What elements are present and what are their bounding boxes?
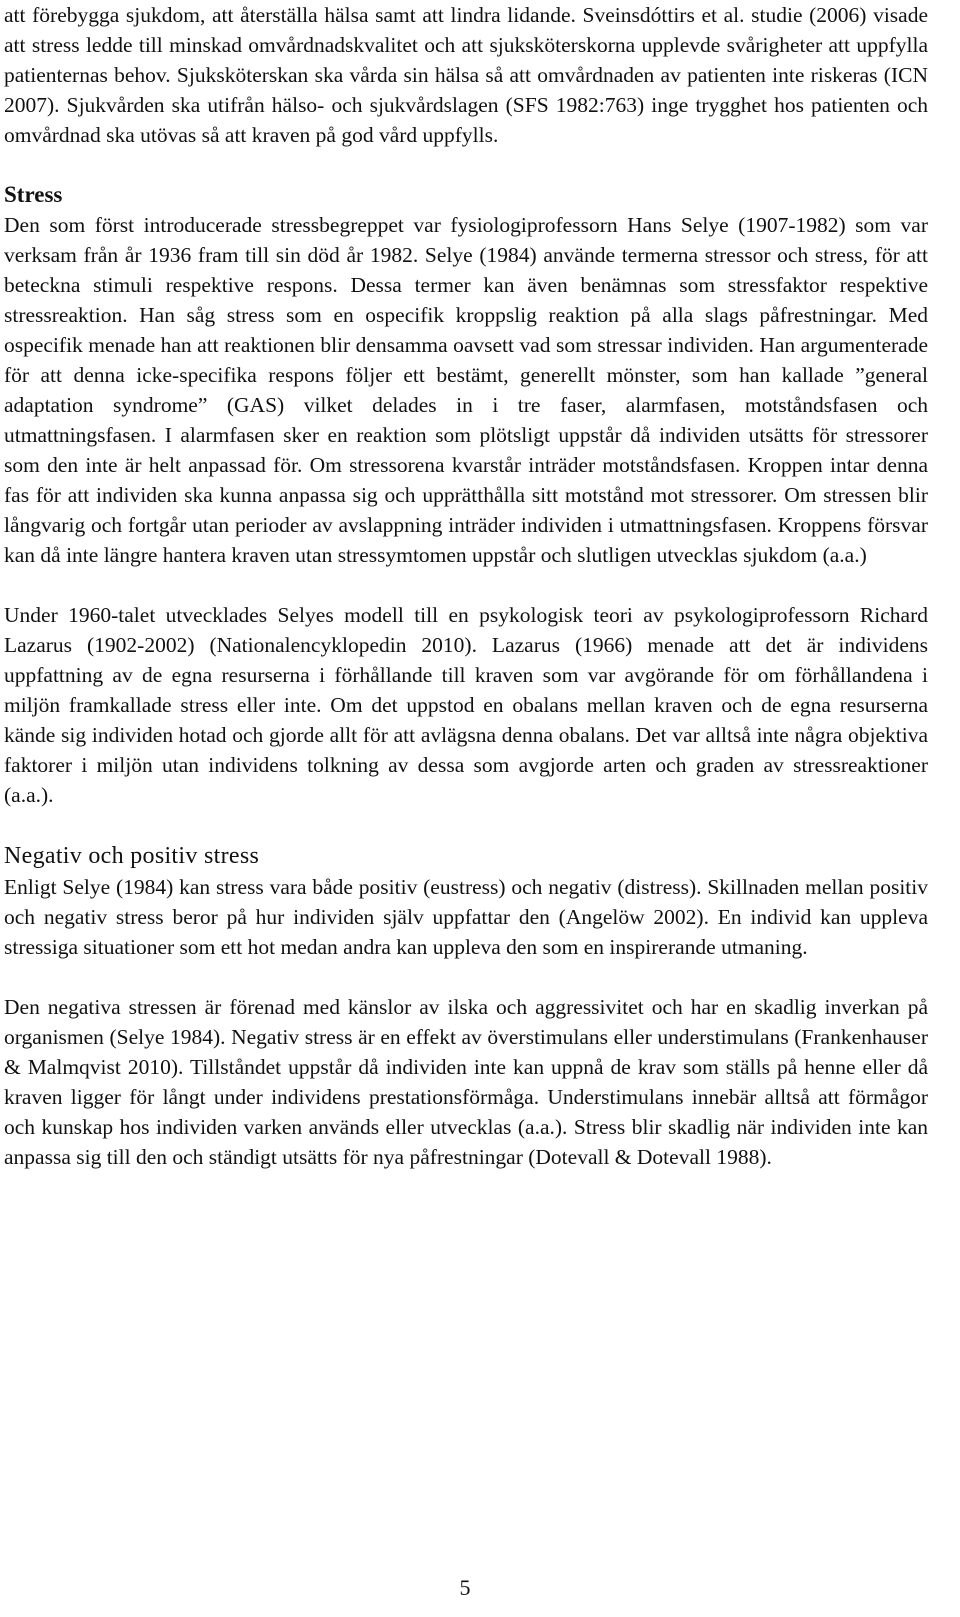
stress-heading: Stress — [4, 182, 63, 207]
paragraph-gap — [4, 150, 928, 180]
paragraph-gap — [4, 810, 928, 840]
page-number: 5 — [459, 1575, 471, 1600]
stress-paragraph-1: Den som först introducerade stressbegreppet var fysiologiprofessorn Hans Selye (1907-1982) som var verksam från år 1936 fram till sin död år 1982. Selye (1984) använde termerna stressor och stress, för att beteckna stimuli respektive respons. Dessa termer kan även benämnas som stressfaktor respektive stressreaktion. Han såg stress som en ospecifik kroppslig reaktion på alla slags påfrestningar. Med ospecifik menade han att reaktionen blir densamma oavsett vad som stressar individen. Han argumenterade för att denna icke-specifika respons följer ett bestämt, generellt mönster, som han kallade ”general adaptation syndrome” (GAS) vilket delades in i tre faser, alarmfasen, motståndsfasen och utmattningsfasen. I alarmfasen sker en reaktion som plötsligt uppstår då individen utsätts för stressorer som den inte är helt anpassad för. Om stressorena kvarstår inträder motståndsfasen. Kroppen intar denna fas för att individen ska kunna anpassa sig och upprätthålla sitt motstånd mot stressorer. Om stressen blir långvarig och fortgår utan perioder av avslappning inträder individen i utmattningsfasen. Kroppens försvar kan då inte längre hantera kraven utan stressymtomen uppstår och slutligen utvecklas sjukdom (a.a.) — [4, 213, 928, 567]
negative-positive-paragraph-2: Den negativa stressen är förenad med känslor av ilska och aggressivitet och har en skadlig inverkan på organismen (Selye 1984). Negativ stress är en effekt av överstimulans eller understimulans (Frankenhauser & Malmqvist 2010). Tillståndet uppstår då individen inte kan uppnå de krav som ställs på henne eller då kraven ligger för långt under individens prestationsförmåga. Understimulans innebär alltså att förmågor och kunskap hos individen varken används eller utvecklas (a.a.). Stress blir skadlig när individen inte kan anpassa sig till den och ständigt utsätts för nya påfrestningar (Dotevall & Dotevall 1988). — [4, 995, 928, 1169]
document-body — [4, 0, 928, 1172]
negative-positive-paragraph-1: Enligt Selye (1984) kan stress vara både positiv (eustress) och negativ (distress). Skillnaden mellan positiv och negativ stress beror på hur individen själv uppfattar den (Angelöw 2002). En individ kan uppleva stressiga situationer som ett hot medan andra kan uppleva den som en inspirerande utmaning. — [4, 875, 928, 959]
paragraph-gap — [4, 570, 928, 600]
paragraph-gap — [4, 962, 928, 992]
intro-paragraph: att förebygga sjukdom, att återställa hälsa samt att lindra lidande. Sveinsdóttirs et al. studie (2006) visade att stress ledde till minskad omvårdnadskvalitet och att sjuksköterskorna upplevde svårigheter att uppfylla patienternas behov. Sjuksköterskan ska vårda sin hälsa så att omvårdnaden av patienten inte riskeras (ICN 2007). Sjukvården ska utifrån hälso- och sjukvårdslagen (SFS 1982:763) inge trygghet hos patienten och omvårdnad ska utövas så att kraven på god vård uppfylls. — [4, 3, 928, 147]
stress-paragraph-2: Under 1960-talet utvecklades Selyes modell till en psykologisk teori av psykologiprofessorn Richard Lazarus (1902-2002) (Nationalencyklopedin 2010). Lazarus (1966) menade att det är individens uppfattning av de egna resurserna i förhållande till kraven som var avgörande för om förhållandena i miljön framkallade stress eller inte. Om det uppstod en obalans mellan kraven och de egna resurserna kände sig individen hotad och gjorde allt för att avlägsna denna obalans. Det var alltså inte några objektiva faktorer i miljön utan individens tolkning av dessa som avgjorde arten och graden av stressreaktioner (a.a.). — [4, 603, 928, 807]
negative-positive-stress-heading: Negativ och positiv stress — [4, 843, 260, 869]
